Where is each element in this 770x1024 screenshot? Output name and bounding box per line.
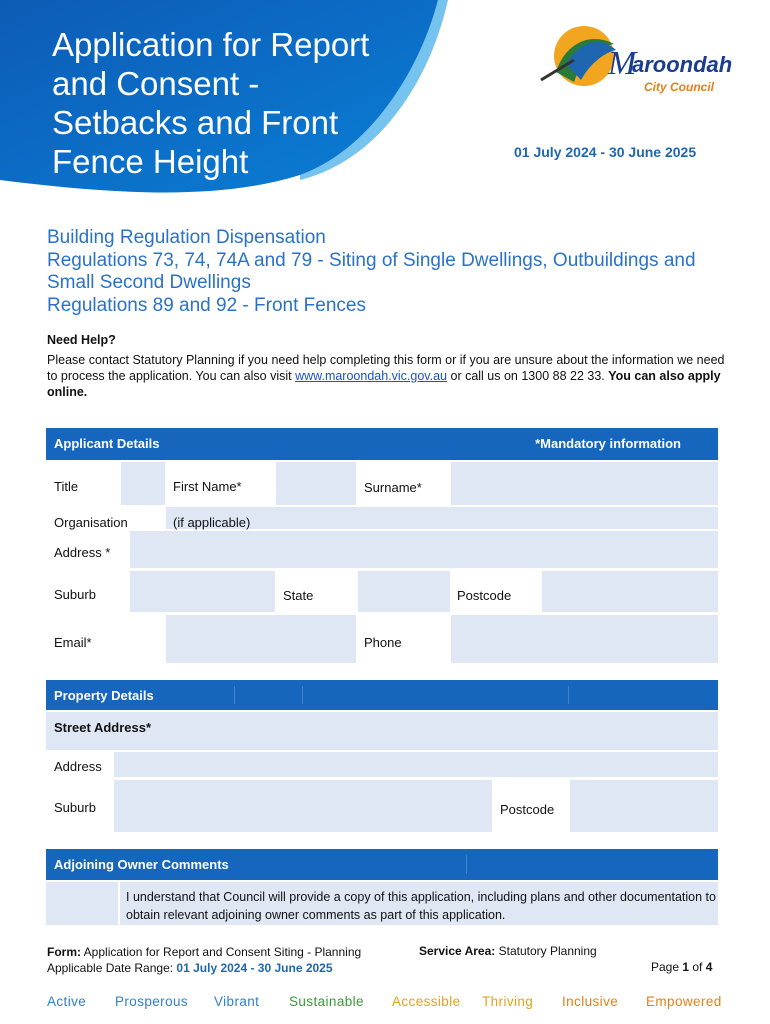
mandatory-note: *Mandatory information — [535, 436, 681, 451]
first-name-label: First Name* — [173, 479, 242, 494]
footer-form-info — [47, 944, 361, 976]
help-title: Need Help? — [47, 333, 116, 347]
title-label: Title — [54, 479, 79, 494]
value-accessible: Accessible — [392, 994, 461, 1009]
adjoining-owner-header — [46, 849, 718, 880]
property-address-field[interactable] — [114, 752, 718, 777]
logo-subtitle: City Council — [644, 80, 715, 94]
page-total: 4 — [705, 960, 713, 974]
page-title: Application for Report and Consent - Setbacks and Front Fence Height — [52, 26, 370, 180]
page-number — [651, 960, 712, 974]
regulation-headings — [47, 227, 737, 317]
page-current: 1 — [682, 960, 690, 974]
header-divider — [568, 686, 569, 704]
intro-line-1: Building Regulation Dispensation — [47, 227, 326, 248]
value-vibrant: Vibrant — [214, 994, 260, 1009]
property-postcode-field[interactable] — [570, 780, 718, 832]
header-divider — [302, 686, 303, 704]
property-address-label: Address — [54, 759, 102, 774]
help-text-phone: or call us on 1300 88 22 33. — [447, 369, 609, 383]
footer-service-area — [419, 944, 597, 958]
suburb-field[interactable] — [130, 571, 275, 612]
help-text-body: Please contact Statutory Planning if you need help completing this form or if you are unsure about the information we need to process the application. You can also visit — [47, 353, 725, 383]
value-active: Active — [47, 994, 87, 1009]
phone-field[interactable] — [451, 615, 718, 663]
service-area-label: Service Area: — [419, 944, 496, 958]
email-label: Email* — [54, 635, 92, 650]
postcode-field[interactable] — [542, 571, 718, 612]
page-prefix: Page — [651, 960, 683, 974]
applicant-details-header — [46, 428, 718, 460]
help-text — [47, 352, 737, 400]
intro-line-2: Regulations 73, 74, 74A and 79 - Siting of Single Dwellings, Outbuildings and Small Second Dwellings — [47, 249, 696, 293]
suburb-label: Suburb — [54, 587, 96, 602]
adjoining-owner-title: Adjoining Owner Comments — [54, 857, 229, 872]
state-field[interactable] — [358, 571, 450, 612]
address-field[interactable] — [130, 531, 718, 568]
surname-field[interactable] — [451, 462, 718, 505]
header-divider — [466, 855, 467, 874]
value-prosperous: Prosperous — [115, 994, 189, 1009]
property-postcode-label: Postcode — [500, 802, 555, 817]
organisation-label: Organisation — [54, 515, 128, 530]
date-range: 01 July 2024 - 30 June 2025 — [514, 144, 697, 160]
applicant-details-title: Applicant Details — [54, 436, 160, 451]
date-range-value: 01 July 2024 - 30 June 2025 — [176, 961, 333, 975]
property-details-title: Property Details — [54, 688, 154, 703]
maroondah-logo — [536, 22, 746, 102]
street-address-label: Street Address* — [54, 720, 152, 735]
service-area-value: Statutory Planning — [495, 944, 597, 958]
logo-wordmark: aroondah — [632, 52, 733, 77]
property-suburb-label: Suburb — [54, 800, 96, 815]
value-empowered: Empowered — [646, 994, 722, 1009]
apply-online-text: You can also apply online. — [47, 369, 721, 399]
property-details-header — [46, 680, 718, 710]
state-label: State — [283, 588, 314, 603]
address-label: Address * — [54, 545, 111, 560]
form-label: Form: — [47, 945, 81, 959]
postcode-label: Postcode — [457, 588, 512, 603]
property-suburb-field[interactable] — [114, 780, 492, 832]
header-divider — [234, 686, 235, 704]
phone-label: Phone — [364, 635, 402, 650]
email-field[interactable] — [166, 615, 356, 663]
consent-checkbox[interactable] — [46, 882, 118, 925]
form-value: Application for Report and Consent Siting - Planning — [81, 945, 362, 959]
website-link[interactable]: www.maroondah.vic.gov.au — [295, 369, 448, 383]
title-field[interactable] — [121, 462, 165, 505]
svg-text:M: M — [608, 45, 637, 82]
date-range-label: Applicable Date Range: — [47, 961, 177, 975]
value-inclusive: Inclusive — [562, 994, 619, 1009]
surname-label: Surname* — [364, 480, 422, 495]
value-sustainable: Sustainable — [289, 994, 364, 1009]
consent-statement: I understand that Council will provide a copy of this application, including plans and other documentation to obtain relevant adjoining owner comments as part of this application. — [120, 882, 718, 925]
intro-line-3: Regulations 89 and 92 - Front Fences — [47, 294, 366, 316]
value-thriving: Thriving — [482, 994, 534, 1009]
first-name-field[interactable] — [276, 462, 356, 505]
page-separator: of — [689, 960, 706, 974]
if-applicable-label: (if applicable) — [173, 515, 251, 530]
